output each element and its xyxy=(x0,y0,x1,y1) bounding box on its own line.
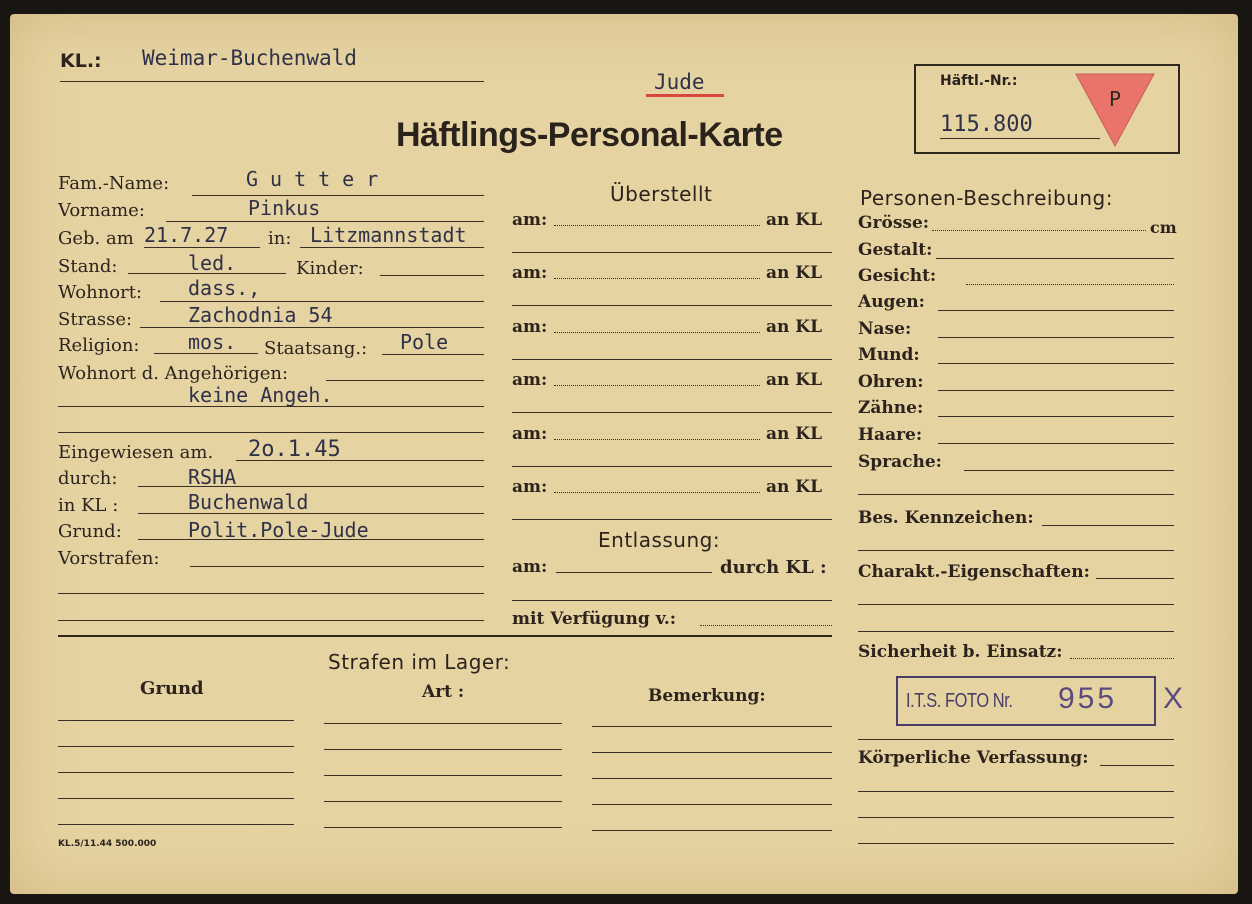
description-title: Personen-Beschreibung: xyxy=(860,186,1113,210)
kl-line xyxy=(60,81,484,82)
ohren-line xyxy=(938,390,1174,391)
punishment-row-line xyxy=(592,752,832,753)
transfer-an-kl-label: an KL xyxy=(766,477,823,497)
religion-value: mos. xyxy=(188,330,237,354)
kennzeichen-line xyxy=(1042,525,1174,526)
kl-value: Weimar-Buchenwald xyxy=(142,46,357,70)
nase-label: Nase: xyxy=(858,318,912,339)
punishment-row-line xyxy=(324,749,562,750)
groesse-label: Grösse: xyxy=(858,213,930,233)
religion-line xyxy=(154,353,258,354)
stand-label: Stand: xyxy=(58,256,118,277)
angehoerige-line-1 xyxy=(326,380,484,381)
nase-line xyxy=(938,337,1174,338)
charakt-line-3 xyxy=(858,631,1174,632)
foto-stamp xyxy=(896,676,1156,726)
strasse-line xyxy=(140,327,484,328)
transfer-am-label: am: xyxy=(512,423,548,444)
stand-line xyxy=(128,273,286,274)
koerper-line-4 xyxy=(858,843,1174,844)
fam-name-line xyxy=(192,195,484,196)
vorname-value: Pinkus xyxy=(248,196,321,220)
transfer-line xyxy=(512,412,832,413)
prisoner-number-box xyxy=(914,64,1180,154)
punishment-row-line xyxy=(58,772,294,773)
transfer-am-line xyxy=(554,225,760,226)
eingewiesen-label: Eingewiesen am. xyxy=(58,442,214,463)
in-line xyxy=(300,247,484,248)
grund-line xyxy=(138,539,484,540)
stamp-number: 955 xyxy=(1058,682,1118,715)
transfer-am-label: am: xyxy=(512,210,548,230)
haare-line xyxy=(938,443,1174,444)
sprache-line xyxy=(964,470,1174,471)
prisoner-card xyxy=(10,14,1238,894)
kennzeichen-line-2 xyxy=(858,550,1174,551)
inkl-value: Buchenwald xyxy=(188,490,309,514)
angehoerige-line-3 xyxy=(58,432,484,433)
in-value: Litzmannstadt xyxy=(310,223,467,247)
groesse-unit: cm xyxy=(1150,218,1177,237)
kinder-line xyxy=(380,275,484,276)
in-label: in: xyxy=(268,228,292,249)
durch-label: durch: xyxy=(58,468,118,489)
wohnort-label: Wohnort: xyxy=(58,282,143,303)
religion-label: Religion: xyxy=(58,335,140,356)
mund-line xyxy=(938,363,1174,364)
charakt-line-2 xyxy=(858,604,1174,605)
col-grund: Grund xyxy=(140,678,204,699)
grund-value: Polit.Pole-Jude xyxy=(188,518,369,542)
transfer-an-kl-label: an KL xyxy=(766,370,823,391)
geb-value: 21.7.27 xyxy=(144,223,229,247)
eingewiesen-value: 2o.1.45 xyxy=(248,437,341,462)
vorname-label: Vorname: xyxy=(58,200,145,221)
sprache-label: Sprache: xyxy=(858,451,942,472)
wohnort-value: dass., xyxy=(188,276,261,300)
koerper-line-2 xyxy=(858,791,1174,792)
gesicht-label: Gesicht: xyxy=(858,266,937,286)
staatsang-label: Staatsang.: xyxy=(264,338,368,359)
transfer-am-label: am: xyxy=(512,316,548,337)
staatsang-value: Pole xyxy=(400,330,449,354)
transfer-am-label: am: xyxy=(512,370,548,391)
gesicht-line xyxy=(966,284,1174,285)
zaehne-label: Zähne: xyxy=(858,398,924,419)
grund-label: Grund: xyxy=(58,521,122,542)
charakt-label: Charakt.-Eigenschaften: xyxy=(858,562,1090,582)
transfer-title: Überstellt xyxy=(610,182,713,206)
punishment-row-line xyxy=(592,830,832,831)
strasse-label: Strasse: xyxy=(58,309,133,330)
verfuegung-line xyxy=(700,625,832,626)
zaehne-line xyxy=(938,416,1174,417)
staatsang-line xyxy=(382,354,484,355)
col-bemerkung: Bemerkung: xyxy=(648,686,766,706)
punishment-row-line xyxy=(324,801,562,802)
transfer-am-line xyxy=(554,492,760,493)
punishment-row-line xyxy=(58,746,294,747)
transfer-am-label: am: xyxy=(512,477,548,497)
durch-line xyxy=(138,486,484,487)
angehoerige-value: keine Angeh. xyxy=(188,383,333,407)
stand-value: led. xyxy=(188,251,237,275)
charakt-line xyxy=(1096,578,1174,579)
verfuegung-label: mit Verfügung v.: xyxy=(512,609,677,629)
transfer-an-kl-label: an KL xyxy=(766,316,823,337)
inkl-label: in KL : xyxy=(58,495,119,516)
punishment-row-line xyxy=(324,723,562,724)
eingewiesen-line xyxy=(236,460,484,461)
vorname-line xyxy=(166,221,484,222)
transfer-line xyxy=(512,252,832,253)
gestalt-label: Gestalt: xyxy=(858,240,933,260)
punishment-row-line xyxy=(58,720,294,721)
transfer-an-kl-label: an KL xyxy=(766,210,823,230)
category-underline xyxy=(646,94,724,97)
transfer-line xyxy=(512,519,832,520)
vorstrafen-line-3 xyxy=(58,620,484,621)
sicherheit-line xyxy=(1070,658,1174,659)
entlassung-am-line xyxy=(556,572,712,573)
triangle-badge-icon xyxy=(1074,72,1156,148)
fam-name-value: Gutter xyxy=(246,167,391,191)
transfer-am-line xyxy=(554,439,760,440)
punishments-title: Strafen im Lager: xyxy=(328,650,511,674)
transfer-line xyxy=(512,305,832,306)
transfer-am-line xyxy=(554,278,760,279)
mund-label: Mund: xyxy=(858,345,920,366)
punishment-row-line xyxy=(592,778,832,779)
groesse-line xyxy=(932,230,1146,231)
transfer-an-kl-label: an KL xyxy=(766,423,823,444)
kinder-label: Kinder: xyxy=(296,258,364,279)
gestalt-line xyxy=(936,258,1174,259)
sprache-line-2 xyxy=(858,494,1174,495)
triangle-letter: P xyxy=(1108,87,1122,111)
punishment-row-line xyxy=(58,798,294,799)
angehoerige-line-2 xyxy=(58,406,484,407)
koerper-line-3 xyxy=(858,817,1174,818)
durch-kl-label: durch KL : xyxy=(720,557,827,578)
stamp-text: I.T.S. FOTO Nr. xyxy=(906,690,1013,712)
entlassung-am-label: am: xyxy=(512,557,548,577)
fam-name-label: Fam.-Name: xyxy=(58,173,170,194)
haare-label: Haare: xyxy=(858,425,923,445)
kennzeichen-label: Bes. Kennzeichen: xyxy=(858,508,1034,528)
strasse-value: Zachodnia 54 xyxy=(188,303,333,327)
stamp-mark: X xyxy=(1163,682,1184,715)
wohnort-line xyxy=(160,301,484,302)
augen-label: Augen: xyxy=(858,292,925,312)
transfer-an-kl-label: an KL xyxy=(766,263,823,284)
kl-label: KL.: xyxy=(60,50,102,72)
transfer-am-label: am: xyxy=(512,263,548,284)
geb-line xyxy=(144,247,260,248)
punishment-row-line xyxy=(58,824,294,825)
vorstrafen-line-1 xyxy=(190,566,484,567)
angehoerige-label: Wohnort d. Angehörigen: xyxy=(58,363,289,384)
vorstrafen-line-2 xyxy=(58,593,484,594)
punishment-row-line xyxy=(324,827,562,828)
durch-value: RSHA xyxy=(188,465,237,489)
transfer-am-line xyxy=(554,385,760,386)
punishment-row-line xyxy=(324,775,562,776)
transfer-line xyxy=(512,466,832,467)
sicherheit-label: Sicherheit b. Einsatz: xyxy=(858,642,1063,662)
koerper-label: Körperliche Verfassung: xyxy=(858,748,1089,768)
entlassung-title: Entlassung: xyxy=(598,528,721,552)
prisoner-number-value: 115.800 xyxy=(940,112,1033,137)
ohren-label: Ohren: xyxy=(858,371,924,392)
geb-label: Geb. am xyxy=(58,228,134,249)
augen-line xyxy=(938,310,1174,311)
entlassung-line-2 xyxy=(512,600,832,601)
section-separator xyxy=(58,635,832,637)
transfer-am-line xyxy=(554,332,760,333)
punishment-row-line xyxy=(592,726,832,727)
col-art: Art : xyxy=(422,682,465,702)
inkl-line xyxy=(138,513,484,514)
sicherheit-line-3 xyxy=(858,739,1174,740)
print-code: KL.5/11.44 500.000 xyxy=(58,839,157,849)
category-jude: Jude xyxy=(654,70,705,94)
punishment-row-line xyxy=(592,804,832,805)
koerper-line xyxy=(1100,765,1174,766)
vorstrafen-label: Vorstrafen: xyxy=(58,548,160,569)
card-title: Häftlings-Personal-Karte xyxy=(396,116,783,154)
transfer-line xyxy=(512,359,832,360)
prisoner-number-label: Häftl.-Nr.: xyxy=(940,73,1018,89)
